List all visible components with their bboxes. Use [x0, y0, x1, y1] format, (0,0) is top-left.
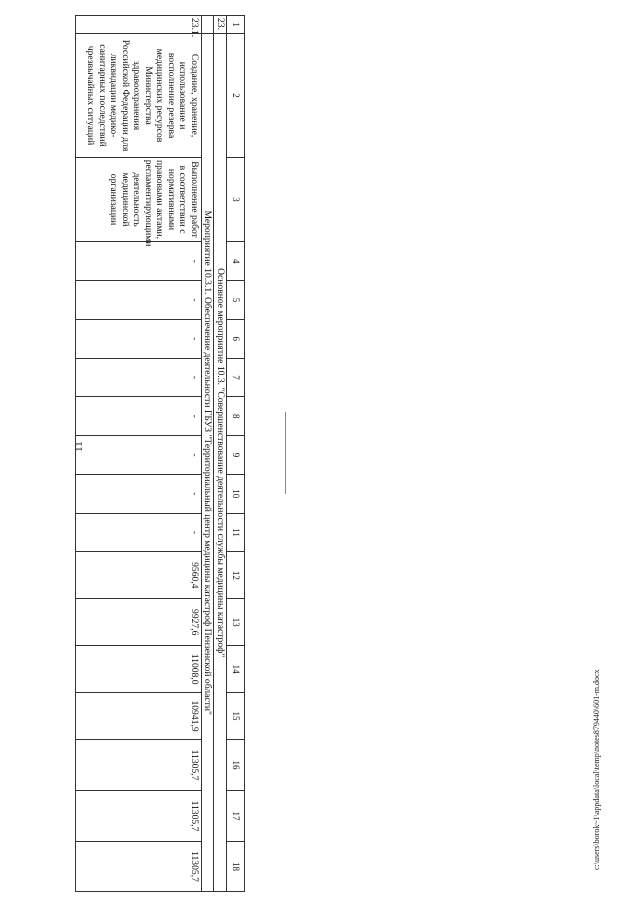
budget-table [75, 15, 245, 892]
col-num: 6 [227, 319, 245, 358]
col-num: 15 [227, 693, 245, 740]
col-num: 9 [227, 436, 245, 475]
col-num: 2 [227, 34, 245, 157]
row-type: Выполнение работ в соответствии с нормативными правовыми актами, регламентирующими деятельность медицинской организации [76, 157, 202, 242]
page-number: 11 [73, 441, 85, 452]
col-num: 18 [227, 841, 245, 891]
main-event-row [214, 16, 227, 892]
col-num: 5 [227, 281, 245, 320]
row-name: Создание, хранение, использование и восполнение резерва медицинских ресурсов Министерства здравоохранения Российской Федерации для ликвидации медико-санитарных последствий чрезвычайных ситуаций [76, 34, 202, 157]
value-cell: 11305,7 [76, 841, 202, 891]
main-event-title: Основное мероприятие 10.3. "Совершенствование деятельности службы медицины катастроф" [214, 34, 227, 892]
main-event-number: 23. [214, 16, 227, 34]
col-num: 3 [227, 157, 245, 242]
col-num: 11 [227, 513, 245, 552]
col-num: 13 [227, 599, 245, 646]
value-cell: - [76, 358, 202, 397]
sub-event-number-cell [202, 16, 215, 34]
value-cell: 10941,9 [76, 693, 202, 740]
col-num: 17 [227, 790, 245, 841]
value-cell: - [76, 319, 202, 358]
col-num: 4 [227, 242, 245, 281]
value-cell: 9560,4 [76, 552, 202, 599]
value-cell: - [76, 242, 202, 281]
value-cell: - [76, 397, 202, 436]
row-number: 23.1. [76, 16, 202, 34]
footer-file-path: c:\users\borok~1\appdata\local\temp\notes879440\601-m.docx [592, 669, 601, 870]
value-cell: 11008,0 [76, 646, 202, 693]
col-num: 7 [227, 358, 245, 397]
value-cell: - [76, 513, 202, 552]
value-cell: 11305,7 [76, 790, 202, 841]
value-cell: - [76, 436, 202, 475]
col-num: 1 [227, 16, 245, 34]
value-cell: 11305,7 [76, 740, 202, 791]
col-num: 14 [227, 646, 245, 693]
col-num: 16 [227, 740, 245, 791]
col-num: 12 [227, 552, 245, 599]
rotated-table-container [73, 15, 245, 892]
table-row [76, 16, 202, 892]
col-num: 10 [227, 474, 245, 513]
sub-event-title: Мероприятие 10.3.1. Обеспечение деятельности ГБУЗ "Территориальный центр медицины катастроф Пензенской области" [202, 34, 215, 892]
col-num: 8 [227, 397, 245, 436]
value-cell: - [76, 474, 202, 513]
center-divider-line [285, 412, 286, 494]
value-cell: - [76, 281, 202, 320]
sub-event-row [202, 16, 215, 892]
value-cell: 9927,6 [76, 599, 202, 646]
column-number-row [227, 16, 245, 892]
